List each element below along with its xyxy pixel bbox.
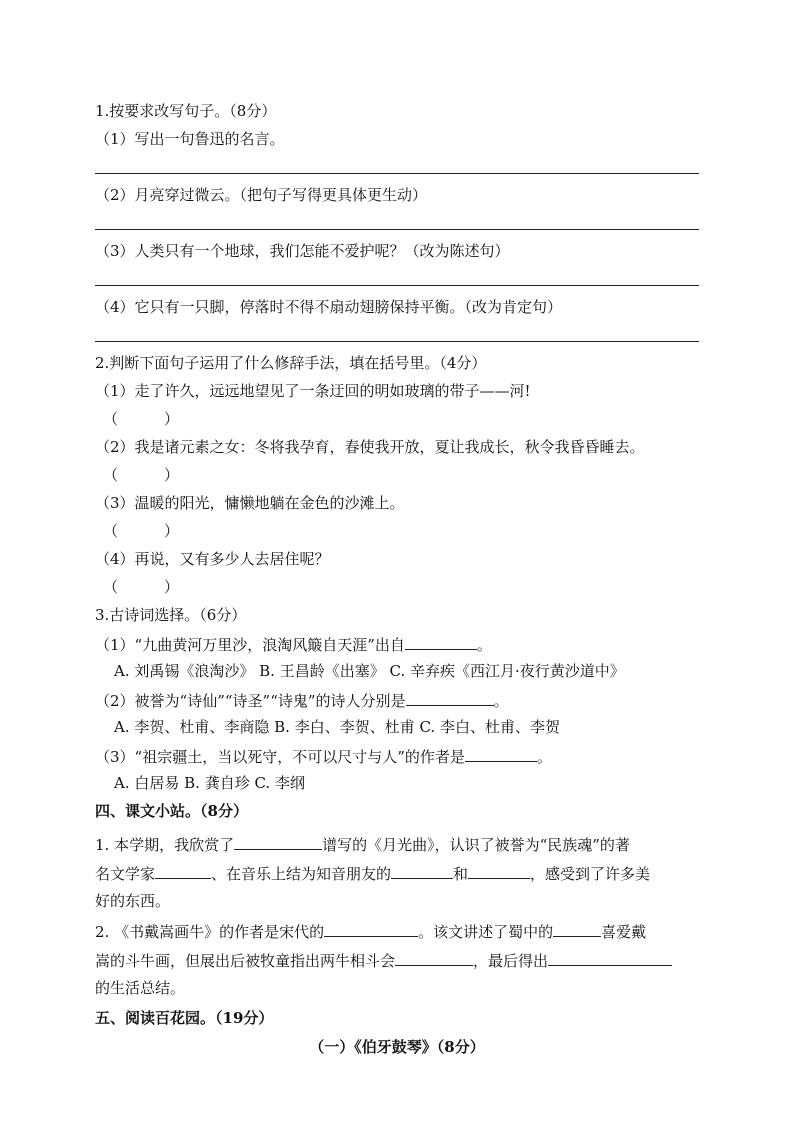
q1-item-3: （3）人类只有一个地球，我们怎能不爱护呢？（改为陈述句） [95, 242, 510, 260]
sec4-p1-line2: 名文学家 、在音乐上结为知音朋友的 和 ，感受到了许多美 [95, 862, 650, 884]
reading-subtitle: （一）《伯牙鼓琴》（8分） [309, 1038, 485, 1056]
answer-blank[interactable] [391, 862, 453, 879]
answer-line-4[interactable] [95, 341, 699, 342]
answer-line-3[interactable] [95, 285, 699, 286]
answer-line-1[interactable] [95, 173, 699, 174]
q1-title: 1.按要求改写句子。（8分） [95, 102, 277, 120]
section-5-title: 五、阅读百花园。（19分） [95, 1009, 274, 1027]
answer-blank[interactable] [406, 689, 494, 706]
sec4-p1-line1: 1. 本学期，我欣赏了 谱写的《月光曲》，认识了被誉为“民族魂”的著 [95, 833, 630, 855]
answer-blank[interactable] [155, 862, 211, 879]
sec4-p2-line3: 的生活总结。 [95, 979, 186, 997]
answer-blank[interactable] [548, 949, 672, 966]
sec4-p2-line1: 2. 《书戴嵩画牛》的作者是宋代的 。该文讲述了蜀中的 喜爱戴 [95, 920, 646, 942]
q3-options-3: A. 白居易 B. 龚自珍 C. 李纲 [114, 774, 305, 792]
answer-blank[interactable] [405, 633, 477, 650]
q2-item-2: （2）我是诸元素之女：冬将我孕育，春使我开放，夏让我成长，秋令我昏昏睡去。 [95, 438, 645, 456]
sec4-p2-line2: 嵩的斗牛画，但展出后被牧童指出两牛相斗会 ，最后得出 [95, 949, 672, 971]
answer-paren-3[interactable]: （ ） [103, 522, 180, 540]
answer-blank[interactable] [324, 920, 418, 937]
answer-blank[interactable] [468, 862, 530, 879]
answer-paren-1[interactable]: （ ） [103, 410, 180, 428]
q3-title: 3.古诗词选择。（6分） [95, 606, 247, 624]
answer-blank[interactable] [553, 920, 601, 937]
q3-sub-1: （1）“九曲黄河万里沙，浪淘风簸自天涯”出自 。 [95, 633, 492, 655]
answer-line-2[interactable] [95, 229, 699, 230]
q2-title: 2.判断下面句子运用了什么修辞手法，填在括号里。（4分） [95, 354, 487, 372]
q3-options-2: A. 李贺、杜甫、李商隐 B. 李白、李贺、杜甫 C. 李白、杜甫、李贺 [114, 718, 560, 736]
section-4-title: 四、课文小站。（8分） [95, 802, 248, 820]
q3-sub-2: （2）被誉为“诗仙”“诗圣”“诗鬼”的诗人分别是 。 [95, 689, 509, 711]
q1-item-1: （1）写出一句鲁迅的名言。 [95, 130, 285, 148]
q2-item-4: （4）再说，又有多少人去居住呢？ [95, 550, 330, 568]
answer-paren-4[interactable]: （ ） [103, 578, 180, 596]
q3-sub-3: （3）“祖宗疆土，当以死守，不可以尺寸与人”的作者是 。 [95, 745, 552, 767]
q3-options-1: A. 刘禹锡《浪淘沙》 B. 王昌龄《出塞》 C. 辛弃疾《西江月·夜行黄沙道中》 [114, 662, 625, 680]
q1-item-4: （4）它只有一只脚，停落时不得不扇动翅膀保持平衡。（改为肯定句） [95, 298, 563, 316]
answer-blank[interactable] [465, 745, 537, 762]
q2-item-3: （3）温暖的阳光，慵懒地躺在金色的沙滩上。 [95, 494, 405, 512]
sec4-p1-line3: 好的东西。 [95, 892, 171, 910]
answer-blank[interactable] [234, 833, 322, 850]
answer-paren-2[interactable]: （ ） [103, 466, 180, 484]
q2-item-1: （1）走了许久，远远地望见了一条迂回的明如玻璃的带子——河! [95, 382, 531, 400]
answer-blank[interactable] [395, 949, 473, 966]
q1-item-2: （2）月亮穿过微云。（把句子写得更具体更生动） [95, 186, 428, 204]
